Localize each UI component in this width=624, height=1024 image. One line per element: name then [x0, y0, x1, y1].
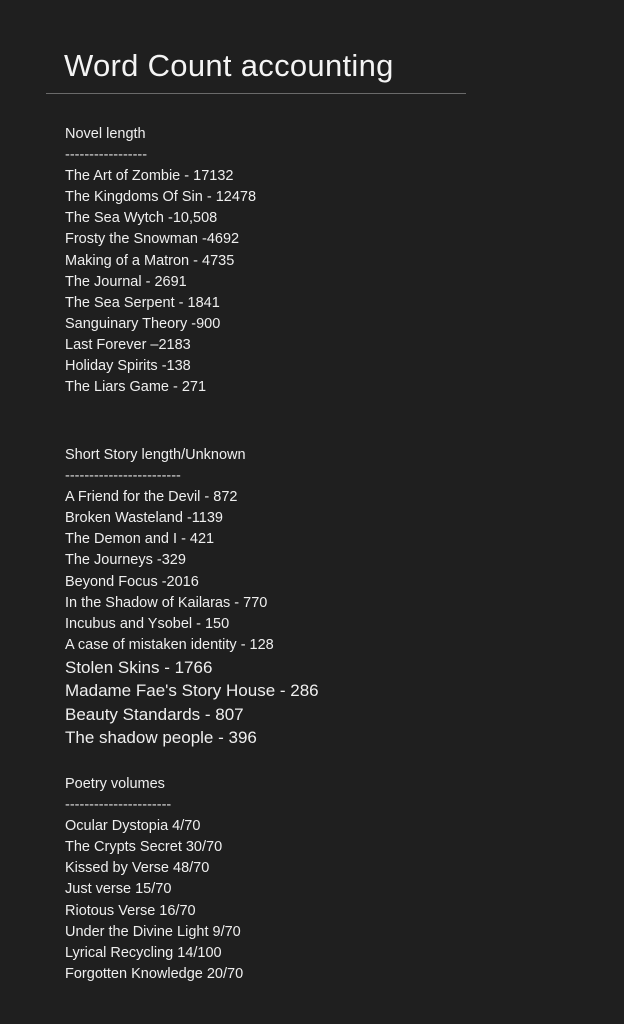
list-item: The Demon and I - 421 [65, 531, 215, 548]
section-heading: Novel length [65, 126, 146, 142]
section-divider: ----------------- [65, 147, 148, 164]
list-item: A Friend for the Devil - 872 [65, 489, 238, 506]
list-item: Holiday Spirits -138 [65, 358, 191, 375]
novel-length-section [65, 124, 256, 398]
list-item: Under the Divine Light 9/70 [65, 923, 241, 940]
list-item: Broken Wasteland -1139 [65, 510, 223, 527]
list-item: Beyond Focus -2016 [65, 573, 199, 590]
list-item: The Journal - 2691 [65, 273, 187, 290]
poetry-volumes-section [65, 774, 243, 985]
list-item: The shadow people - 396 [65, 727, 257, 747]
list-item: The Journeys -329 [65, 552, 186, 569]
section-heading: Poetry volumes [65, 776, 165, 792]
list-item: The Crypts Secret 30/70 [65, 839, 223, 856]
short-story-section [65, 445, 319, 749]
list-item: Last Forever –2183 [65, 336, 191, 353]
list-item: Making of a Matron - 4735 [65, 252, 235, 269]
list-item: Ocular Dystopia 4/70 [65, 818, 201, 835]
list-item: The Kingdoms Of Sin - 12478 [65, 189, 257, 206]
list-item: Kissed by Verse 48/70 [65, 860, 210, 877]
list-item: Sanguinary Theory -900 [65, 315, 221, 332]
section-divider: ------------------------ [65, 468, 181, 485]
title-divider [46, 93, 466, 94]
list-item: Madame Fae's Story House - 286 [65, 681, 319, 701]
page-title: Word Count accounting [64, 48, 394, 83]
list-item: The Sea Serpent - 1841 [65, 294, 220, 311]
list-item: Just verse 15/70 [65, 881, 172, 898]
list-item: A case of mistaken identity - 128 [65, 636, 274, 653]
list-item: The Sea Wytch -10,508 [65, 210, 218, 227]
list-item: Lyrical Recycling 14/100 [65, 944, 222, 961]
list-item: The Art of Zombie - 17132 [65, 168, 234, 185]
list-item: Incubus and Ysobel - 150 [65, 615, 230, 632]
list-item: Riotous Verse 16/70 [65, 902, 196, 919]
list-item: In the Shadow of Kailaras - 770 [65, 594, 268, 611]
section-heading: Short Story length/Unknown [65, 447, 246, 463]
list-item: Stolen Skins - 1766 [65, 657, 213, 677]
list-item: Forgotten Knowledge 20/70 [65, 965, 244, 982]
list-item: Beauty Standards - 807 [65, 704, 244, 724]
list-item: The Liars Game - 271 [65, 379, 207, 396]
list-item: Frosty the Snowman -4692 [65, 231, 240, 248]
section-divider: ---------------------- [65, 797, 172, 814]
